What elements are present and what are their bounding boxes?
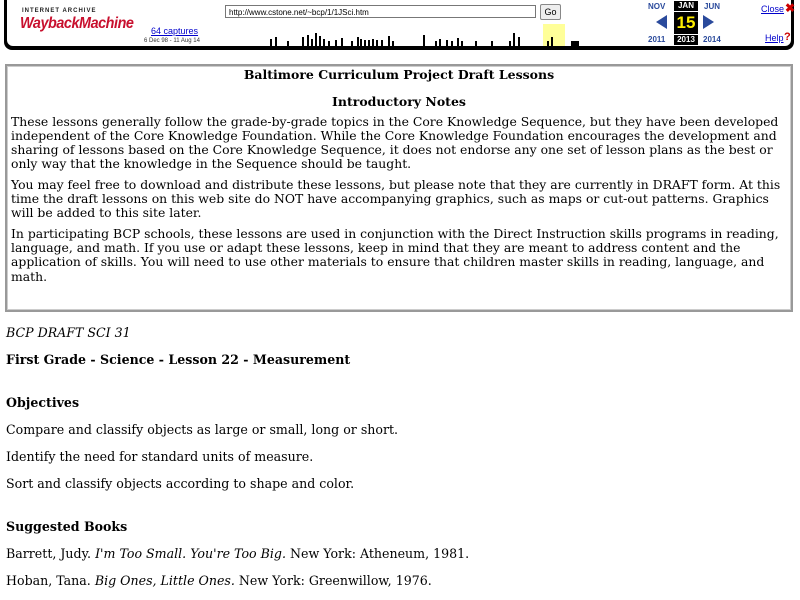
- prev-year-link[interactable]: 2011: [648, 35, 666, 44]
- book-title: I'm Too Small. You're Too Big.: [95, 546, 286, 561]
- close-icon[interactable]: ✖: [785, 1, 796, 15]
- objective-item: Sort and classify objects according to shape and color.: [6, 476, 355, 491]
- current-month: JAN: [674, 1, 698, 11]
- current-year: 2013: [674, 35, 698, 45]
- go-button[interactable]: Go: [540, 4, 561, 20]
- lesson-title: First Grade - Science - Lesson 22 - Measurement: [6, 352, 351, 367]
- intro-paragraph: In participating BCP schools, these lessons are used in conjunction with the Direct Instruction skills programs in reading, language, and math. If you use or adapt these lessons, keep in mind that they are meant to address content and the application of skills. You will need to use other materials to ensure that children master skills in reading, language, and math.: [11, 225, 779, 284]
- objectives-heading: Objectives: [6, 395, 80, 410]
- next-year-link[interactable]: 2014: [703, 35, 721, 44]
- book-title: Big Ones, Little Ones.: [94, 573, 235, 588]
- help-icon[interactable]: ?: [784, 31, 791, 43]
- book-publisher: New York: Greenwillow, 1976.: [238, 573, 432, 588]
- intro-box: [5, 64, 793, 312]
- objective-item: Compare and classify objects as large or small, long or short.: [6, 422, 399, 437]
- lesson-code: BCP DRAFT SCI 31: [6, 325, 131, 340]
- objective-item: Identify the need for standard units of measure.: [6, 449, 314, 464]
- intro-title: Baltimore Curriculum Project Draft Lessons: [243, 67, 555, 82]
- next-month-link[interactable]: JUN: [704, 2, 721, 11]
- next-capture-arrow-icon[interactable]: [703, 15, 714, 29]
- book-item: [6, 546, 794, 561]
- close-toolbar-link[interactable]: Close: [761, 4, 785, 14]
- help-link[interactable]: Help: [765, 33, 784, 43]
- intro-subtitle: Introductory Notes: [332, 94, 466, 110]
- wayback-toolbar-inner: [7, 0, 796, 46]
- prev-month-link[interactable]: NOV: [648, 2, 666, 11]
- books-heading: Suggested Books: [6, 519, 128, 534]
- lesson-content: [6, 325, 794, 600]
- archive-logo-caption: INTERNET ARCHIVE: [22, 8, 97, 14]
- book-author: Barrett, Judy.: [6, 546, 92, 561]
- captures-range: 6 Dec 98 - 11 Aug 14: [144, 38, 200, 44]
- wayback-toolbar: [4, 0, 794, 50]
- prev-capture-arrow-icon[interactable]: [656, 15, 667, 29]
- current-day: 15: [674, 12, 698, 34]
- intro-paragraph: You may feel free to download and distribute these lessons, but please note that they are currently in DRAFT form. At this time the draft lessons on this web site do NOT have accompanying graphics, such as maps or cut-out patterns. Graphics will be added to this site later.: [11, 176, 781, 221]
- book-publisher: New York: Atheneum, 1981.: [290, 546, 470, 561]
- captures-link[interactable]: 64 captures: [151, 26, 199, 36]
- book-author: Hoban, Tana.: [6, 573, 91, 588]
- captures-sparkline[interactable]: [225, 23, 585, 47]
- intro-paragraph: These lessons generally follow the grade-by-grade topics in the Core Knowledge Sequence, but they have been developed independent of the Core Knowledge Foundation. While the Core Knowledge Foundation encourages the development and sharing of lessons based on the Core Knowledge Sequence, it does not endorse any one set of lesson plans as the best or only way that the knowledge in the Sequence should be taught.: [11, 113, 779, 172]
- book-item: [6, 573, 794, 588]
- wayback-logo[interactable]: WaybackMachine: [20, 15, 134, 32]
- url-input[interactable]: http://www.cstone.net/~bcp/1/1JSci.htm: [225, 5, 536, 18]
